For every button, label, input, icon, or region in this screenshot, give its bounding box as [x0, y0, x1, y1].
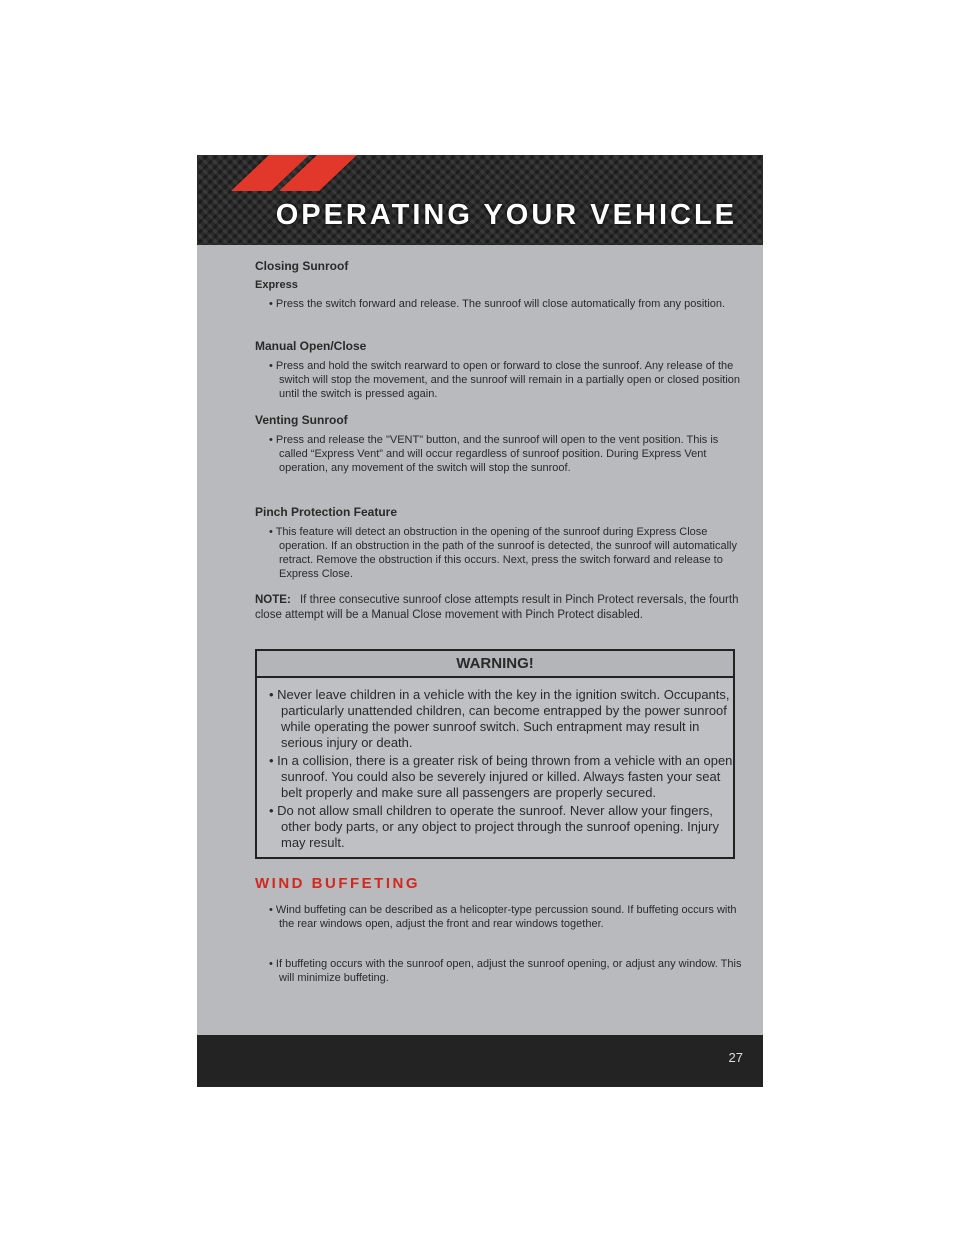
venting-sunroof-heading: Venting Sunroof: [255, 413, 348, 427]
page-number: 27: [728, 1050, 743, 1065]
manual-open-close-heading: Manual Open/Close: [255, 339, 367, 353]
page-header: [197, 155, 763, 245]
wind-bullet: • Wind buffeting can be described as a helicopter-type percussion sound. If buffeting occurs with the rear windows open, adjust the front and rear windows together.: [269, 904, 737, 930]
note-paragraph: [255, 593, 741, 623]
manual-bullet: • Press and hold the switch rearward to open or forward to close the sunroof. Any release of the switch will stop the movement, and the sunroof will remain in a partially open or closed position until the switch is pressed again.: [269, 360, 741, 400]
express-bullet: • Press the switch forward and release. The sunroof will close automatically from any position.: [269, 298, 726, 310]
warning-item: • Do not allow small children to operate the sunroof. Never allow your fingers, other body parts, or any object to project through the sunroof opening. Injury may result.: [269, 803, 719, 850]
manual-page: [197, 155, 763, 1087]
warning-item: • Never leave children in a vehicle with the key in the ignition switch. Occupants, particularly unattended children, can become entrapped by the power sunroof while operating the power sunroof switch. Such entrapment may result in serious injury or death.: [269, 687, 730, 750]
page-footer: [197, 1035, 763, 1087]
closing-sunroof-heading: Closing Sunroof: [255, 259, 349, 273]
wind-bullet: • If buffeting occurs with the sunroof open, adjust the sunroof opening, or adjust any window. This will minimize buffeting.: [269, 958, 742, 984]
section-header-title: OPERATING YOUR VEHICLE: [275, 199, 737, 231]
warning-box: [255, 649, 735, 859]
note-label: NOTE:: [255, 594, 291, 606]
warning-item: • In a collision, there is a greater risk of being thrown from a vehicle with an open sunroof. You could also be severely injured or killed. Always fasten your seat belt properly and make sure all passengers are properly secured.: [269, 753, 733, 800]
warning-title: WARNING!: [257, 651, 733, 678]
pinch-bullet: • This feature will detect an obstruction in the opening of the sunroof during Express Close operation. If an obstruction in the path of the sunroof is detected, the sunroof will automatically retract. Remove the obstruction if this occurs. Next, press the switch forward and release to Express Close.: [269, 526, 737, 580]
venting-bullet: • Press and release the "VENT" button, and the sunroof will open to the vent position. This is called “Express Vent” and will occur regardless of sunroof position. During Express Vent operation, any movement of the switch will stop the sunroof.: [269, 434, 719, 474]
express-subheading: Express: [255, 279, 298, 291]
note-text: If three consecutive sunroof close attempts result in Pinch Protect reversals, the fourth close attempt will be a Manual Close movement with Pinch Protect disabled.: [255, 594, 739, 621]
pinch-protection-heading: Pinch Protection Feature: [255, 505, 398, 519]
wind-buffeting-heading: WIND BUFFETING: [255, 875, 420, 892]
page-content: [197, 245, 763, 1035]
